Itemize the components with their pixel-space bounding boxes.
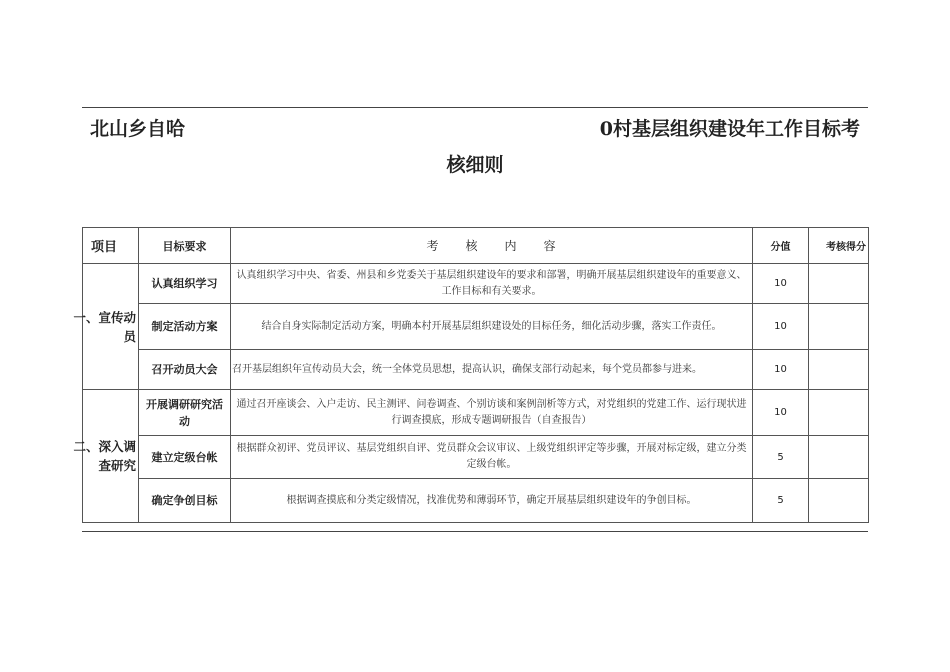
bottom-rule: [82, 531, 868, 532]
evaluation-cell[interactable]: [809, 436, 869, 479]
header-evaluation: 考核得分: [809, 228, 869, 264]
header-score: 分值: [753, 228, 809, 264]
assessment-table: [73, 227, 869, 523]
header-requirement: 目标要求: [139, 228, 231, 264]
table-row: [83, 350, 869, 390]
title-right: 0村基层组织建设年工作目标考: [599, 118, 860, 140]
evaluation-cell[interactable]: [809, 350, 869, 390]
content-cell: 通过召开座谈会、入户走访、民主测评、问卷调查、个别访谈和案例剖析等方式，对党组织的党建工作、运行现状进行调查摸底，形成专题调研报告（自查报告）: [231, 390, 753, 436]
table-row: [83, 264, 869, 304]
item-cell: 建立定级台帐: [139, 436, 231, 479]
table-row: [83, 304, 869, 350]
category-cell: [73, 264, 139, 390]
category-cell: [73, 390, 139, 523]
content-cell: 结合自身实际制定活动方案，明确本村开展基层组织建设处的目标任务，细化活动步骤，落实工作责任。: [231, 304, 753, 350]
item-cell: 认真组织学习: [139, 264, 231, 304]
content-cell: 根据调查摸底和分类定级情况，找准优势和薄弱环节，确定开展基层组织建设年的争创目标。: [231, 479, 753, 523]
content-cell: 召开基层组织年宣传动员大会，统一全体党员思想，提高认识，确保支部行动起来，每个党员都参与进来。: [231, 350, 753, 390]
content-cell: 根据群众初评、党员评议、基层党组织自评、党员群众会议审议、上级党组织评定等步骤，开展对标定级，建立分类定级台帐。: [231, 436, 753, 479]
score-cell: 10: [753, 390, 809, 436]
table-row: [83, 390, 869, 436]
category-label: 一、宣传动员: [73, 309, 136, 344]
score-cell: 5: [753, 436, 809, 479]
category-label: 二、深入调查研究: [73, 439, 136, 473]
score-cell: 10: [753, 304, 809, 350]
table-header-row: [83, 228, 869, 264]
document-title: [90, 114, 860, 141]
item-cell: 制定活动方案: [139, 304, 231, 350]
evaluation-cell[interactable]: [809, 479, 869, 523]
item-cell: 召开动员大会: [139, 350, 231, 390]
header-content: 考 核 内 容: [231, 228, 753, 264]
table-row: [83, 479, 869, 523]
score-cell: 10: [753, 264, 809, 304]
evaluation-cell[interactable]: [809, 304, 869, 350]
header-project: 项目: [83, 228, 139, 264]
table-row: [83, 436, 869, 479]
score-cell: 5: [753, 479, 809, 523]
title-left: 北山乡自哈: [90, 118, 186, 140]
document-title-continued: 核细则: [446, 154, 504, 176]
evaluation-cell[interactable]: [809, 390, 869, 436]
evaluation-cell[interactable]: [809, 264, 869, 304]
score-cell: 10: [753, 350, 809, 390]
item-cell: 确定争创目标: [139, 479, 231, 523]
content-cell: 认真组织学习中央、省委、州县和乡党委关于基层组织建设年的要求和部署，明确开展基层组织建设年的重要意义、工作目标和有关要求。: [231, 264, 753, 304]
item-cell: 开展调研研究活动: [139, 390, 231, 436]
top-rule: [82, 107, 868, 108]
